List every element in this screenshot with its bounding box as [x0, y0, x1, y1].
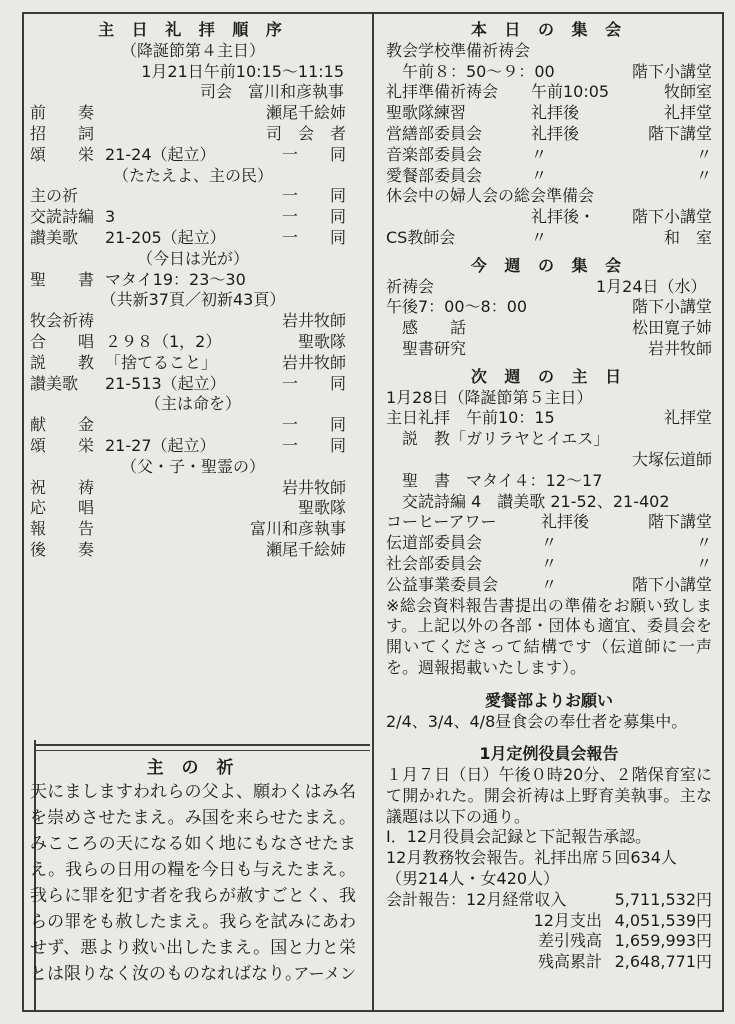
prayer-divider [34, 744, 370, 746]
order-item-label: 交読詩編 [30, 207, 95, 227]
schedule-time: 礼拝後 [541, 512, 590, 532]
schedule-name: 社会部委員会 [386, 553, 483, 573]
account-value: 5,711,532円 [614, 889, 712, 909]
order-item-label: 讃美歌 [30, 227, 79, 247]
report-text: １月７日（日）午後０時20分、２階保育室にて開かれた。開会祈祷は上野育美執事。主な議題は以下の通り。 [386, 765, 712, 826]
order-item-detail: マタイ19：23～30 [105, 269, 246, 289]
schedule-row [386, 124, 712, 145]
order-item-detail: 3 [105, 207, 116, 227]
schedule-name: 聖歌隊練習 [386, 103, 467, 123]
order-item [30, 311, 356, 332]
next-sermon: 説 教「ガリラヤとイエス」 [386, 429, 610, 449]
order-item-label: 主の祈 [30, 186, 79, 206]
order-item-label: 応 唱 [30, 498, 95, 518]
order-item-note: （主は命を） [144, 394, 241, 414]
schedule-time: 〃 [531, 165, 548, 185]
schedule-time: 礼拝後・ [531, 207, 596, 227]
account-label: 残高累計 [537, 952, 602, 972]
order-item [30, 498, 356, 519]
schedule-name: 祈祷会 [386, 276, 435, 296]
order-item [30, 145, 356, 166]
order-item [30, 415, 356, 436]
prayer-amen: アーメン [293, 963, 356, 983]
schedule-place: 和 室 [663, 227, 712, 247]
order-item-note: （共新37頁／初新43頁） [100, 290, 286, 310]
order-item-label: 祝 祷 [30, 477, 95, 497]
today-list [386, 41, 712, 249]
schedule-name: 公益事業委員会 [386, 574, 499, 594]
order-item-person: 一 同 [281, 435, 346, 455]
order-item-person [346, 270, 356, 291]
order-item-label: 聖 書 [30, 269, 95, 289]
schedule-name: 音楽部委員会 [386, 144, 483, 164]
schedule-time: 午前10:05 [531, 82, 610, 102]
schedule-time: 1月24日（水） [596, 276, 707, 296]
order-item-note: （今日は光が） [136, 248, 249, 268]
accounts-table [386, 890, 712, 973]
order-item-person: 一 同 [281, 186, 346, 206]
order-item-person: 一 同 [281, 415, 346, 435]
today-title: 本 日 の 集 会 [470, 20, 628, 39]
account-row [386, 911, 712, 932]
schedule-time: 〃 [541, 553, 558, 573]
schedule-row [386, 82, 712, 103]
schedule-name: 伝道部委員会 [386, 533, 483, 553]
next-scripture: 聖 書 マタイ４：12～17 [386, 470, 603, 490]
schedule-name: コーヒーアワー [386, 512, 497, 532]
schedule-time: 礼拝後 [531, 123, 580, 143]
schedule-name: 午前８：50～９：00 [386, 61, 555, 81]
order-item [30, 270, 356, 291]
schedule-time: 〃 [541, 533, 558, 553]
order-title: 主 日 礼 拝 順 序 [98, 20, 288, 39]
order-item [30, 186, 356, 207]
schedule-place: 〃 [695, 533, 712, 553]
order-item-person: 聖歌隊 [297, 331, 346, 351]
account-row [386, 890, 712, 911]
order-item-detail: 21-513（起立） [105, 373, 226, 393]
schedule-row [386, 145, 712, 166]
schedule-time: 〃 [531, 144, 548, 164]
order-item-person: 一 同 [281, 373, 346, 393]
schedule-row [386, 103, 712, 124]
schedule-name: 休会中の婦人会の総会準備会 [386, 186, 595, 206]
column-divider [372, 12, 374, 1012]
lords-prayer [30, 758, 356, 987]
order-item-label: 前 奏 [30, 103, 95, 123]
schedule-row [386, 533, 712, 554]
order-item-detail: ２９８（1，2） [105, 331, 222, 351]
schedule-place: 階下講堂 [647, 123, 712, 143]
prayer-divider-2 [34, 750, 370, 751]
schedule-row [386, 41, 712, 62]
account-row [386, 931, 712, 952]
schedule-time: 礼拝後 [531, 103, 580, 123]
next-date: 1月28日（降誕節第５主日） [386, 387, 593, 407]
order-item-person: 一 同 [281, 207, 346, 227]
order-item-label: 後 奏 [30, 539, 95, 559]
schedule-name: CS教師会 [386, 227, 456, 247]
account-value: 4,051,539円 [614, 910, 712, 930]
account-label: 会計報告：12月経常収入 [386, 889, 567, 909]
schedule-place: 松田寛子姉 [631, 318, 712, 338]
order-item-label: 頌 栄 [30, 435, 95, 455]
next-worship-label: 主日礼拝 午前10：15 [386, 408, 555, 428]
schedule-place: 岩井牧師 [647, 338, 712, 358]
schedule-name: 愛餐部委員会 [386, 165, 483, 185]
account-value: 2,648,771円 [614, 952, 712, 972]
schedule-name: 聖書研究 [386, 338, 467, 358]
schedule-time: 〃 [531, 227, 548, 247]
order-item-label: 報 告 [30, 519, 95, 539]
order-item [30, 478, 356, 499]
report-item1: Ⅰ．12月役員会記録と下記報告承認。 [386, 827, 652, 847]
schedule-place: 階下小講堂 [631, 207, 712, 227]
report-item3: （男214人・女420人） [386, 869, 560, 889]
order-item-person: 岩井牧師 [281, 352, 346, 372]
order-item-person: 聖歌隊 [297, 498, 346, 518]
schedule-place: 〃 [695, 165, 712, 185]
schedule-row [386, 318, 712, 339]
order-item-label: 合 唱 [30, 331, 95, 351]
schedule-name: 教会学校準備祈祷会 [386, 40, 531, 60]
next-worship [386, 408, 712, 429]
week-title: 今 週 の 集 会 [470, 255, 628, 275]
next-list [386, 512, 712, 595]
week-list [386, 277, 712, 360]
order-item-detail: 21-205（起立） [105, 227, 226, 247]
order-item-label: 牧会祈祷 [30, 311, 95, 331]
order-subtitle: （降誕節第４主日） [120, 40, 265, 60]
schedule-place: 階下講堂 [647, 512, 712, 532]
aisan-text: 2/4、3/4、4/8昼食会の奉仕者を募集中。 [386, 711, 688, 731]
order-item-label: 讃美歌 [30, 373, 79, 393]
schedule-row [386, 297, 712, 318]
schedule-row [386, 207, 712, 228]
order-item-detail: 「捨てること」 [105, 352, 218, 372]
schedule-row [386, 186, 712, 207]
schedule-name: 礼拝準備祈祷会 [386, 82, 499, 102]
order-item-person: 司 会 者 [265, 123, 346, 143]
schedule-row [386, 166, 712, 187]
prayer-title: 主 の 祈 [146, 758, 240, 778]
order-item [30, 207, 356, 228]
schedule-place: 礼拝堂 [663, 103, 712, 123]
order-item [30, 374, 356, 395]
schedule-row [386, 339, 712, 360]
order-item [30, 228, 356, 249]
report-item2: 12月教務牧会報告。礼拝出席５回634人 [386, 848, 677, 868]
order-item-person: 一 同 [281, 227, 346, 247]
order-item-label: 説 教 [30, 352, 95, 372]
announcements [386, 20, 712, 973]
account-row [386, 952, 712, 973]
next-psalm: 交読詩編 4 讃美歌 21-52、21-402 [386, 491, 670, 511]
order-item [30, 103, 356, 124]
aisan-title: 愛餐部よりお願い [484, 690, 613, 710]
schedule-name: 午後7：00～8：00 [386, 297, 528, 317]
order-item-note: （父・子・聖霊の） [120, 456, 265, 476]
account-label: 差引残高 [537, 931, 602, 951]
schedule-row [386, 512, 712, 533]
order-item [30, 332, 356, 353]
schedule-place: 階下小講堂 [631, 574, 712, 594]
order-item [30, 124, 356, 145]
order-item-label: 頌 栄 [30, 144, 95, 164]
order-item [30, 540, 356, 561]
schedule-place: 牧師室 [663, 82, 712, 102]
schedule-row [386, 62, 712, 83]
next-title: 次 週 の 主 日 [470, 366, 628, 386]
order-date: 1月21日午前10:15～11:15 [141, 61, 344, 81]
schedule-time: 〃 [541, 574, 558, 594]
report-title: 1月定例役員会報告 [479, 744, 619, 764]
order-item-label: 招 詞 [30, 123, 95, 143]
schedule-name: 感 話 [386, 318, 467, 338]
order-item-detail: 21-27（起立） [105, 435, 216, 455]
order-item [30, 519, 356, 540]
schedule-row [386, 277, 712, 298]
order-item-person: 富川和彦執事 [249, 519, 346, 539]
order-item-person: 一 同 [281, 144, 346, 164]
order-item [30, 353, 356, 374]
schedule-row [386, 228, 712, 249]
next-note: ※総会資料報告書提出の準備をお願い致します。上記以外の各部・団体も適宜、委員会を開いてくださって結構です（伝道師に一声を。週報掲載いたします）。 [386, 595, 712, 677]
account-label: 12月支出 [533, 910, 602, 930]
schedule-place: 〃 [695, 144, 712, 164]
order-item-note: （たたえよ、主の民） [112, 165, 273, 185]
next-worship-place: 礼拝堂 [663, 408, 712, 428]
order-item-person: 岩井牧師 [281, 311, 346, 331]
order-item-person: 岩井牧師 [281, 477, 346, 497]
next-preacher: 大塚伝道師 [631, 449, 712, 469]
account-value: 1,659,993円 [614, 931, 712, 951]
order-item-label: 献 金 [30, 415, 95, 435]
schedule-place: 階下小講堂 [631, 61, 712, 81]
order-item-person: 瀬尾千絵姉 [265, 539, 346, 559]
order-items [30, 103, 356, 561]
order-of-worship [30, 20, 356, 561]
schedule-row [386, 554, 712, 575]
schedule-name [386, 207, 531, 228]
order-item-person: 瀬尾千絵姉 [265, 103, 346, 123]
schedule-row [386, 575, 712, 596]
prayer-text: 天にましますわれらの父よ、願わくはみ名を崇めさせたまえ。み国を来らせたまえ。みこころの天になる如く地にもなさせたまえ。我らの日用の糧を今日も与えたまえ。我らに罪を犯す者を我らが赦すごとく、我らの罪をも赦したまえ。我らを試みにあわせず、悪より救い出したまえ。国と力と栄とは限りなく汝のものなればなり。 [30, 781, 356, 984]
order-item [30, 436, 356, 457]
schedule-name: 営繕部委員会 [386, 123, 483, 143]
order-officiant: 司会 富川和彦執事 [199, 82, 344, 102]
schedule-place: 階下小講堂 [631, 297, 712, 317]
order-item-detail: 21-24（起立） [105, 144, 216, 164]
schedule-place: 〃 [695, 553, 712, 573]
